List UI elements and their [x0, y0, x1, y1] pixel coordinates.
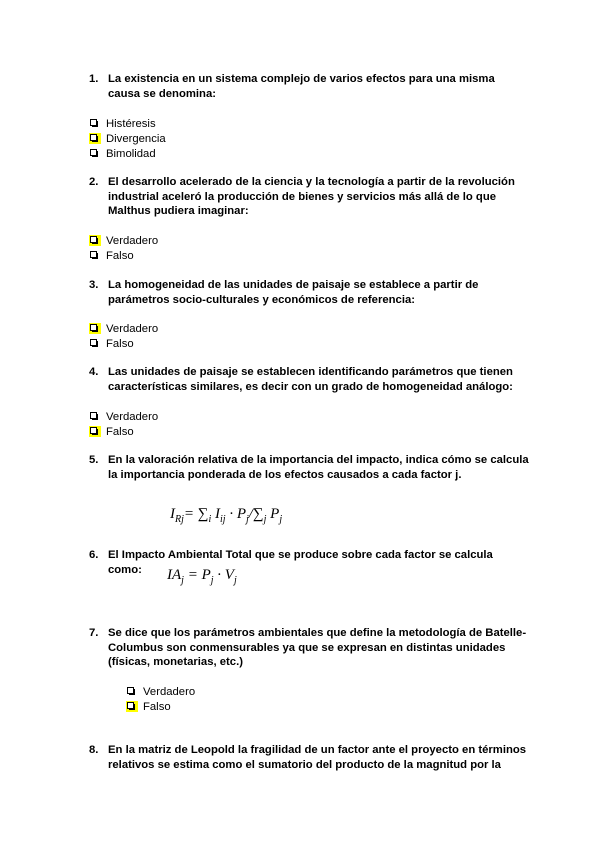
checkbox-icon[interactable] [89, 426, 101, 437]
formula-subscript: j [279, 514, 283, 525]
checkbox-icon[interactable] [89, 250, 101, 261]
formula-subscript: j [181, 575, 184, 586]
option-verdadero[interactable] [89, 410, 158, 424]
formula-subscript: ij [220, 514, 226, 525]
formula-weighted-importance [170, 506, 282, 525]
checkbox-icon[interactable] [89, 411, 101, 422]
question-number: 7. [89, 627, 99, 639]
option-label: Verdadero [106, 323, 159, 335]
formula-part: P [266, 506, 280, 522]
option-label: Falso [143, 701, 171, 713]
formula-subscript: j [263, 514, 267, 525]
formula-subscript: j [233, 575, 237, 586]
checkbox-icon[interactable] [89, 118, 101, 129]
question-1 [89, 72, 529, 101]
question-number: 4. [89, 366, 99, 378]
question-text: El desarrollo acelerado de la ciencia y la tecnología a partir de la revolución industrial aceleró la producción de bienes y servicios más allá de lo que Malthus pudiera imaginar: [108, 176, 515, 218]
option-verdadero[interactable] [89, 322, 158, 336]
formula-part: = ∑ [183, 506, 209, 522]
formula-part: /∑ [248, 506, 264, 522]
checkbox-icon[interactable] [89, 235, 101, 246]
checkbox-icon[interactable] [126, 701, 138, 712]
question-text: La homogeneidad de las unidades de paisaje se establece a partir de parámetros socio-culturales y económicos de referencia: [108, 279, 479, 306]
question-text: La existencia en un sistema complejo de varios efectos para una misma causa se denomina: [108, 73, 495, 100]
checkbox-icon[interactable] [89, 338, 101, 349]
question-number: 8. [89, 744, 99, 756]
formula-subscript: i [208, 514, 212, 525]
formula-part: I [211, 506, 220, 522]
option-divergencia[interactable] [89, 132, 166, 146]
formula-part: · V [213, 567, 234, 583]
question-2 [89, 175, 529, 219]
question-3 [89, 278, 529, 307]
question-8 [89, 743, 529, 772]
formula-subscript: j [245, 514, 249, 525]
checkbox-icon[interactable] [126, 686, 138, 697]
question-text: En la matriz de Leopold la fragilidad de un factor ante el proyecto en términos relativos se estima como el sumatorio del producto de la magnitud por la [108, 744, 527, 771]
option-label: Falso [106, 426, 134, 438]
question-text: Las unidades de paisaje se establecen identificando parámetros que tienen características similares, es decir con un grado de homogeneidad análogo: [108, 366, 513, 393]
question-text: El Impacto Ambiental Total que se produce sobre cada factor se calcula como: [108, 549, 493, 576]
option-verdadero[interactable] [126, 685, 195, 699]
formula-subscript: Rj [175, 514, 184, 525]
option-falso[interactable] [126, 700, 171, 714]
question-number: 3. [89, 279, 99, 291]
option-label: Histéresis [106, 118, 156, 130]
question-number: 2. [89, 176, 99, 188]
formula-part: = P [183, 567, 211, 583]
option-label: Verdadero [106, 411, 159, 423]
formula-part: · P [225, 506, 246, 522]
option-falso[interactable] [89, 249, 134, 263]
option-label: Verdadero [143, 686, 196, 698]
formula-part: I [170, 506, 175, 522]
checkbox-icon[interactable] [89, 133, 101, 144]
question-number: 1. [89, 73, 99, 85]
option-label: Falso [106, 338, 134, 350]
question-4 [89, 365, 529, 394]
question-text: Se dice que los parámetros ambientales que define la metodología de Batelle-Columbus son conmensurables ya que se expresan en distintas unidades (físicas, monetarias, etc.) [108, 627, 527, 669]
option-label: Divergencia [106, 133, 166, 145]
option-histeresis[interactable] [89, 117, 156, 131]
formula-part: IA [167, 567, 182, 583]
question-5 [89, 453, 529, 482]
question-7 [89, 626, 529, 670]
option-verdadero[interactable] [89, 234, 158, 248]
question-number: 6. [89, 549, 99, 561]
checkbox-icon[interactable] [89, 323, 101, 334]
option-bimolidad[interactable] [89, 147, 156, 161]
option-label: Bimolidad [106, 148, 156, 160]
question-number: 5. [89, 454, 99, 466]
option-falso[interactable] [89, 425, 134, 439]
formula-total-impact [167, 567, 237, 586]
option-falso[interactable] [89, 337, 134, 351]
question-text: En la valoración relativa de la importancia del impacto, indica cómo se calcula la importancia ponderada de los efectos causados a cada factor j. [108, 454, 529, 481]
formula-subscript: j [210, 575, 214, 586]
option-label: Verdadero [106, 235, 159, 247]
option-label: Falso [106, 250, 134, 262]
checkbox-icon[interactable] [89, 148, 101, 159]
question-6 [89, 548, 529, 577]
